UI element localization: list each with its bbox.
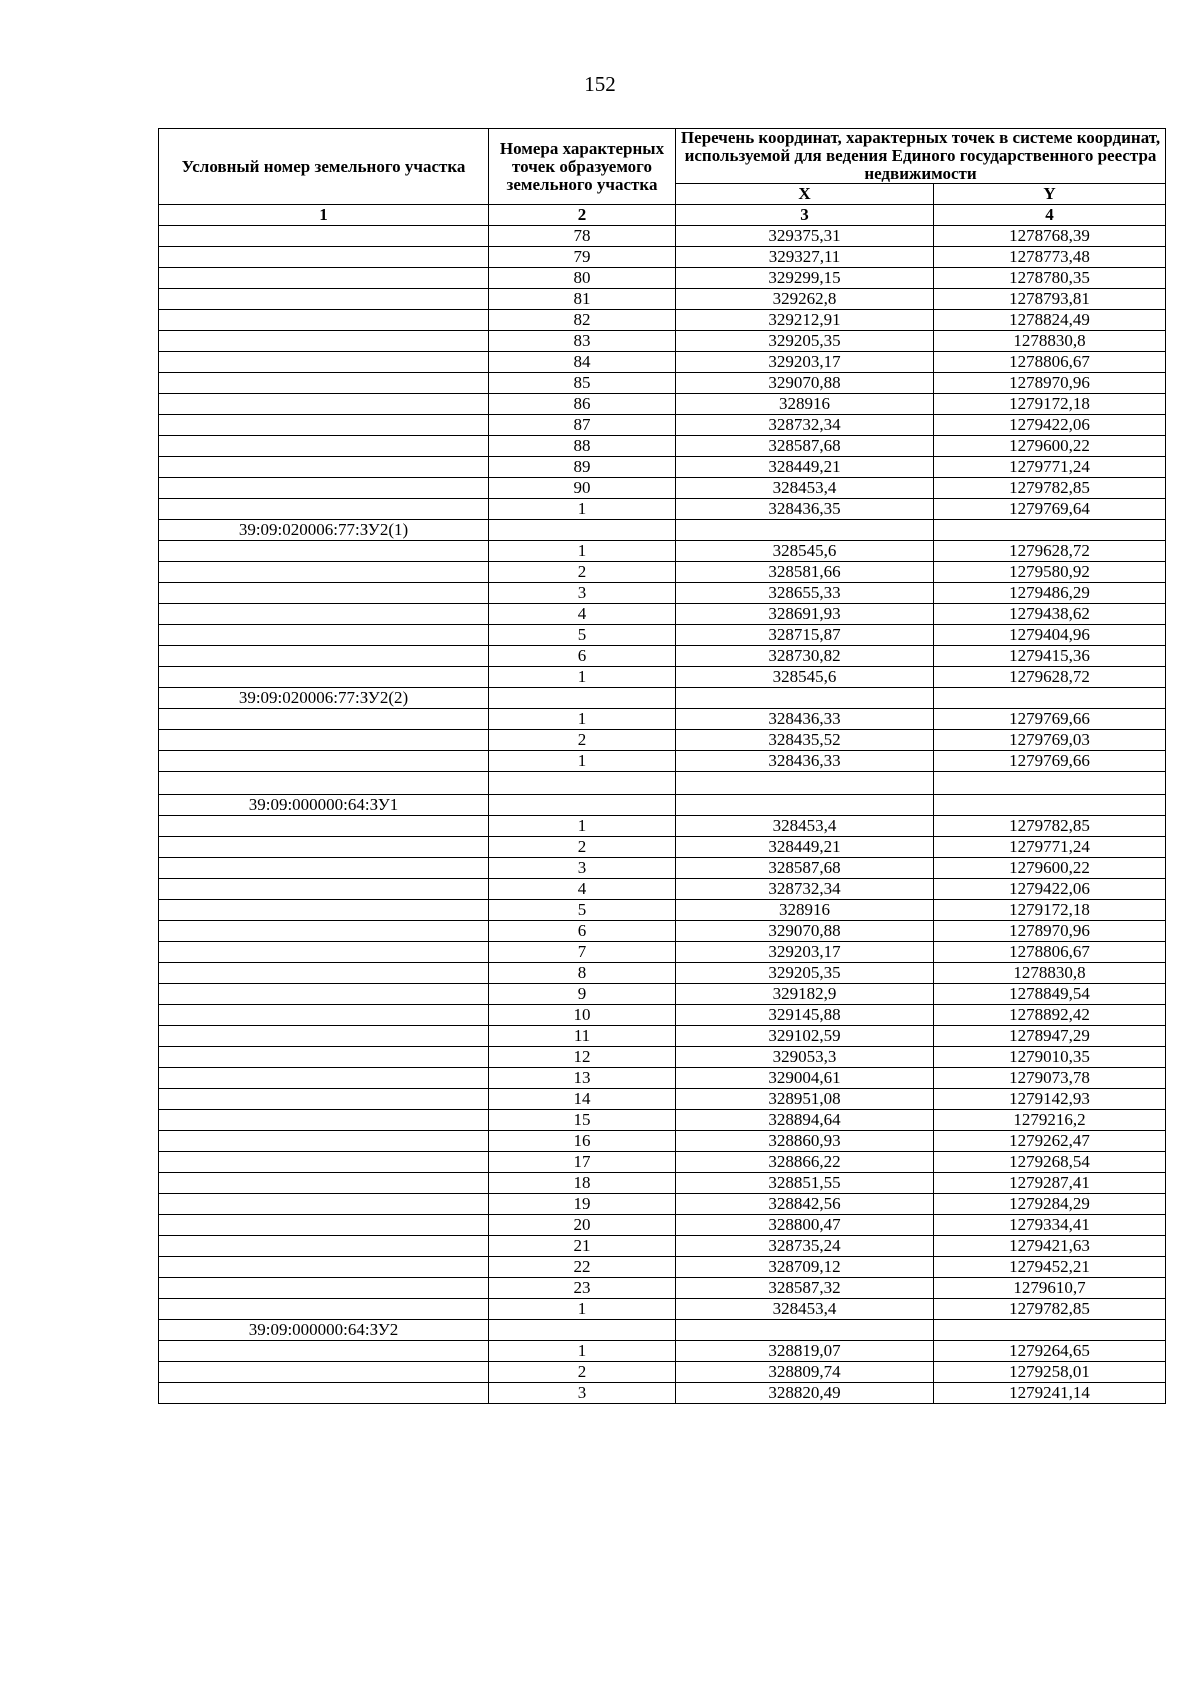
table-row <box>159 289 1166 310</box>
table-row <box>159 900 1166 921</box>
point-number-cell: 7 <box>489 942 676 963</box>
parcel-number-cell <box>159 541 489 562</box>
y-coordinate-cell <box>934 772 1166 795</box>
table-header <box>159 129 1166 226</box>
x-coordinate-cell: 328715,87 <box>676 625 934 646</box>
y-coordinate-cell: 1279284,29 <box>934 1194 1166 1215</box>
y-coordinate-cell: 1279769,66 <box>934 751 1166 772</box>
parcel-number-cell <box>159 1110 489 1131</box>
x-coordinate-cell: 328449,21 <box>676 837 934 858</box>
table-row <box>159 604 1166 625</box>
x-coordinate-cell: 329182,9 <box>676 984 934 1005</box>
parcel-number-cell: 39:09:000000:64:ЗУ1 <box>159 795 489 816</box>
x-coordinate-cell: 328436,35 <box>676 499 934 520</box>
parcel-number-cell: 39:09:000000:64:ЗУ2 <box>159 1320 489 1341</box>
parcel-number-cell: 39:09:020006:77:ЗУ2(2) <box>159 688 489 709</box>
y-coordinate-cell: 1279422,06 <box>934 879 1166 900</box>
parcel-number-cell: 39:09:020006:77:ЗУ2(1) <box>159 520 489 541</box>
x-coordinate-cell: 329053,3 <box>676 1047 934 1068</box>
point-number-cell: 8 <box>489 963 676 984</box>
table-body <box>159 226 1166 1404</box>
point-number-cell: 79 <box>489 247 676 268</box>
point-number-cell: 12 <box>489 1047 676 1068</box>
y-coordinate-cell: 1279010,35 <box>934 1047 1166 1068</box>
parcel-number-cell <box>159 879 489 900</box>
x-coordinate-cell: 329004,61 <box>676 1068 934 1089</box>
parcel-number-cell <box>159 1005 489 1026</box>
y-coordinate-cell: 1278970,96 <box>934 921 1166 942</box>
x-coordinate-cell <box>676 688 934 709</box>
parcel-number-cell <box>159 1047 489 1068</box>
table-row <box>159 247 1166 268</box>
header-parcel-number: Условный номер земельного участка <box>159 129 489 205</box>
table-row <box>159 394 1166 415</box>
y-coordinate-cell: 1279172,18 <box>934 394 1166 415</box>
x-coordinate-cell: 328951,08 <box>676 1089 934 1110</box>
table-row <box>159 499 1166 520</box>
y-coordinate-cell: 1278830,8 <box>934 963 1166 984</box>
point-number-cell: 90 <box>489 478 676 499</box>
y-coordinate-cell: 1279216,2 <box>934 1110 1166 1131</box>
y-coordinate-cell: 1279782,85 <box>934 816 1166 837</box>
x-coordinate-cell: 328587,68 <box>676 858 934 879</box>
y-coordinate-cell <box>934 1320 1166 1341</box>
x-coordinate-cell: 328655,33 <box>676 583 934 604</box>
parcel-number-cell <box>159 1131 489 1152</box>
x-coordinate-cell: 329205,35 <box>676 331 934 352</box>
parcel-number-cell <box>159 268 489 289</box>
y-coordinate-cell: 1279268,54 <box>934 1152 1166 1173</box>
parcel-number-cell <box>159 667 489 688</box>
y-coordinate-cell: 1279264,65 <box>934 1341 1166 1362</box>
y-coordinate-cell: 1279628,72 <box>934 667 1166 688</box>
x-coordinate-cell: 329070,88 <box>676 373 934 394</box>
point-number-cell: 86 <box>489 394 676 415</box>
y-coordinate-cell: 1279241,14 <box>934 1383 1166 1404</box>
parcel-number-cell <box>159 436 489 457</box>
table-row <box>159 1278 1166 1299</box>
table-row <box>159 1068 1166 1089</box>
point-number-cell: 22 <box>489 1257 676 1278</box>
table-row <box>159 709 1166 730</box>
table-row <box>159 226 1166 247</box>
x-coordinate-cell: 328916 <box>676 900 934 921</box>
parcel-number-cell <box>159 1152 489 1173</box>
y-coordinate-cell: 1279334,41 <box>934 1215 1166 1236</box>
table-row <box>159 1341 1166 1362</box>
header-coordinates-list: Перечень координат, характерных точек в системе координат, используемой для ведения Единого государственного реестра недвижимости <box>676 129 1166 184</box>
y-coordinate-cell: 1279438,62 <box>934 604 1166 625</box>
table-row <box>159 310 1166 331</box>
parcel-number-cell <box>159 1257 489 1278</box>
y-coordinate-cell: 1278849,54 <box>934 984 1166 1005</box>
y-coordinate-cell: 1279258,01 <box>934 1362 1166 1383</box>
table-row <box>159 1110 1166 1131</box>
header-num-4: 4 <box>934 205 1166 226</box>
point-number-cell: 2 <box>489 730 676 751</box>
point-number-cell: 14 <box>489 1089 676 1110</box>
point-number-cell: 1 <box>489 1299 676 1320</box>
x-coordinate-cell: 328894,64 <box>676 1110 934 1131</box>
point-number-cell <box>489 520 676 541</box>
parcel-number-cell <box>159 499 489 520</box>
point-number-cell: 1 <box>489 751 676 772</box>
parcel-row <box>159 688 1166 709</box>
point-number-cell <box>489 688 676 709</box>
x-coordinate-cell: 328691,93 <box>676 604 934 625</box>
x-coordinate-cell: 329205,35 <box>676 963 934 984</box>
parcel-number-cell <box>159 247 489 268</box>
table-row <box>159 1026 1166 1047</box>
parcel-number-cell <box>159 772 489 795</box>
point-number-cell: 1 <box>489 541 676 562</box>
point-number-cell: 1 <box>489 667 676 688</box>
point-number-cell: 18 <box>489 1173 676 1194</box>
parcel-row <box>159 795 1166 816</box>
point-number-cell: 81 <box>489 289 676 310</box>
point-number-cell <box>489 795 676 816</box>
parcel-number-cell <box>159 1362 489 1383</box>
point-number-cell: 84 <box>489 352 676 373</box>
y-coordinate-cell: 1279073,78 <box>934 1068 1166 1089</box>
parcel-number-cell <box>159 1299 489 1320</box>
table-row <box>159 268 1166 289</box>
y-coordinate-cell <box>934 795 1166 816</box>
parcel-number-cell <box>159 457 489 478</box>
parcel-row <box>159 1320 1166 1341</box>
point-number-cell: 4 <box>489 879 676 900</box>
table-row <box>159 837 1166 858</box>
table-row <box>159 1005 1166 1026</box>
parcel-number-cell <box>159 1194 489 1215</box>
point-number-cell <box>489 1320 676 1341</box>
x-coordinate-cell: 328453,4 <box>676 1299 934 1320</box>
x-coordinate-cell: 329070,88 <box>676 921 934 942</box>
parcel-number-cell <box>159 921 489 942</box>
y-coordinate-cell: 1279262,47 <box>934 1131 1166 1152</box>
parcel-number-cell <box>159 289 489 310</box>
table-row <box>159 541 1166 562</box>
x-coordinate-cell <box>676 520 934 541</box>
x-coordinate-cell: 328587,68 <box>676 436 934 457</box>
point-number-cell: 2 <box>489 562 676 583</box>
table-row <box>159 562 1166 583</box>
table-row <box>159 1299 1166 1320</box>
y-coordinate-cell: 1278824,49 <box>934 310 1166 331</box>
x-coordinate-cell: 328732,34 <box>676 879 934 900</box>
point-number-cell: 19 <box>489 1194 676 1215</box>
point-number-cell <box>489 772 676 795</box>
point-number-cell: 1 <box>489 499 676 520</box>
y-coordinate-cell: 1278773,48 <box>934 247 1166 268</box>
x-coordinate-cell: 329299,15 <box>676 268 934 289</box>
header-y: Y <box>934 184 1166 205</box>
y-coordinate-cell: 1278970,96 <box>934 373 1166 394</box>
y-coordinate-cell: 1279422,06 <box>934 415 1166 436</box>
point-number-cell: 3 <box>489 583 676 604</box>
y-coordinate-cell: 1278947,29 <box>934 1026 1166 1047</box>
x-coordinate-cell: 328436,33 <box>676 751 934 772</box>
parcel-number-cell <box>159 1089 489 1110</box>
point-number-cell: 5 <box>489 625 676 646</box>
table-row <box>159 331 1166 352</box>
parcel-number-cell <box>159 1068 489 1089</box>
parcel-number-cell <box>159 562 489 583</box>
y-coordinate-cell: 1279600,22 <box>934 858 1166 879</box>
y-coordinate-cell: 1278830,8 <box>934 331 1166 352</box>
parcel-number-cell <box>159 984 489 1005</box>
x-coordinate-cell: 328545,6 <box>676 541 934 562</box>
x-coordinate-cell: 328587,32 <box>676 1278 934 1299</box>
parcel-number-cell <box>159 816 489 837</box>
table-row <box>159 1131 1166 1152</box>
parcel-number-cell <box>159 1383 489 1404</box>
y-coordinate-cell <box>934 520 1166 541</box>
x-coordinate-cell: 328709,12 <box>676 1257 934 1278</box>
parcel-number-cell <box>159 837 489 858</box>
parcel-number-cell <box>159 226 489 247</box>
table-row <box>159 730 1166 751</box>
table-row <box>159 963 1166 984</box>
x-coordinate-cell <box>676 1320 934 1341</box>
table-row <box>159 1236 1166 1257</box>
y-coordinate-cell: 1278780,35 <box>934 268 1166 289</box>
x-coordinate-cell: 328866,22 <box>676 1152 934 1173</box>
y-coordinate-cell: 1279782,85 <box>934 478 1166 499</box>
y-coordinate-cell: 1279610,7 <box>934 1278 1166 1299</box>
parcel-number-cell <box>159 646 489 667</box>
table-row <box>159 921 1166 942</box>
table-row <box>159 942 1166 963</box>
parcel-number-cell <box>159 751 489 772</box>
parcel-number-cell <box>159 331 489 352</box>
y-coordinate-cell: 1279404,96 <box>934 625 1166 646</box>
y-coordinate-cell: 1279415,36 <box>934 646 1166 667</box>
point-number-cell: 1 <box>489 1341 676 1362</box>
parcel-number-cell <box>159 1215 489 1236</box>
table-row <box>159 478 1166 499</box>
point-number-cell: 80 <box>489 268 676 289</box>
parcel-number-cell <box>159 583 489 604</box>
table-row <box>159 436 1166 457</box>
table-row <box>159 751 1166 772</box>
x-coordinate-cell: 328449,21 <box>676 457 934 478</box>
y-coordinate-cell: 1279769,64 <box>934 499 1166 520</box>
point-number-cell: 3 <box>489 1383 676 1404</box>
y-coordinate-cell: 1278806,67 <box>934 352 1166 373</box>
y-coordinate-cell: 1278793,81 <box>934 289 1166 310</box>
parcel-number-cell <box>159 1236 489 1257</box>
parcel-number-cell <box>159 858 489 879</box>
table-row <box>159 1047 1166 1068</box>
point-number-cell: 6 <box>489 921 676 942</box>
y-coordinate-cell: 1279782,85 <box>934 1299 1166 1320</box>
table-row <box>159 1362 1166 1383</box>
table-row <box>159 1257 1166 1278</box>
parcel-number-cell <box>159 625 489 646</box>
point-number-cell: 1 <box>489 816 676 837</box>
point-number-cell: 85 <box>489 373 676 394</box>
table-row <box>159 415 1166 436</box>
parcel-number-cell <box>159 730 489 751</box>
parcel-number-cell <box>159 1026 489 1047</box>
table-row <box>159 457 1166 478</box>
point-number-cell: 82 <box>489 310 676 331</box>
point-number-cell: 6 <box>489 646 676 667</box>
point-number-cell: 4 <box>489 604 676 625</box>
y-coordinate-cell: 1279287,41 <box>934 1173 1166 1194</box>
table-row <box>159 1173 1166 1194</box>
parcel-number-cell <box>159 352 489 373</box>
point-number-cell: 17 <box>489 1152 676 1173</box>
point-number-cell: 5 <box>489 900 676 921</box>
y-coordinate-cell: 1279142,93 <box>934 1089 1166 1110</box>
table-row <box>159 646 1166 667</box>
x-coordinate-cell: 328453,4 <box>676 478 934 499</box>
x-coordinate-cell: 328819,07 <box>676 1341 934 1362</box>
x-coordinate-cell: 328735,24 <box>676 1236 934 1257</box>
table-row <box>159 583 1166 604</box>
table-row <box>159 879 1166 900</box>
table-row <box>159 858 1166 879</box>
point-number-cell: 16 <box>489 1131 676 1152</box>
table-row <box>159 1383 1166 1404</box>
parcel-number-cell <box>159 1278 489 1299</box>
parcel-number-cell <box>159 604 489 625</box>
y-coordinate-cell: 1279421,63 <box>934 1236 1166 1257</box>
x-coordinate-cell: 328916 <box>676 394 934 415</box>
y-coordinate-cell: 1279771,24 <box>934 457 1166 478</box>
table-row <box>159 373 1166 394</box>
y-coordinate-cell: 1279769,03 <box>934 730 1166 751</box>
table-row <box>159 1089 1166 1110</box>
x-coordinate-cell: 329212,91 <box>676 310 934 331</box>
point-number-cell: 1 <box>489 709 676 730</box>
x-coordinate-cell: 328809,74 <box>676 1362 934 1383</box>
x-coordinate-cell: 328730,82 <box>676 646 934 667</box>
y-coordinate-cell: 1279769,66 <box>934 709 1166 730</box>
point-number-cell: 2 <box>489 837 676 858</box>
table-row <box>159 1194 1166 1215</box>
point-number-cell: 9 <box>489 984 676 1005</box>
y-coordinate-cell: 1278768,39 <box>934 226 1166 247</box>
point-number-cell: 23 <box>489 1278 676 1299</box>
point-number-cell: 20 <box>489 1215 676 1236</box>
parcel-number-cell <box>159 709 489 730</box>
table-row <box>159 352 1166 373</box>
point-number-cell: 11 <box>489 1026 676 1047</box>
header-x: X <box>676 184 934 205</box>
x-coordinate-cell: 328851,55 <box>676 1173 934 1194</box>
table-row <box>159 667 1166 688</box>
parcel-number-cell <box>159 942 489 963</box>
coordinates-table <box>158 128 1166 1404</box>
x-coordinate-cell <box>676 772 934 795</box>
header-num-3: 3 <box>676 205 934 226</box>
table-row <box>159 1215 1166 1236</box>
table-row <box>159 984 1166 1005</box>
parcel-number-cell <box>159 963 489 984</box>
page-number: 152 <box>584 72 616 96</box>
point-number-cell: 21 <box>489 1236 676 1257</box>
x-coordinate-cell: 328453,4 <box>676 816 934 837</box>
y-coordinate-cell: 1279172,18 <box>934 900 1166 921</box>
y-coordinate-cell: 1278806,67 <box>934 942 1166 963</box>
point-number-cell: 83 <box>489 331 676 352</box>
point-number-cell: 87 <box>489 415 676 436</box>
point-number-cell: 2 <box>489 1362 676 1383</box>
x-coordinate-cell: 328860,93 <box>676 1131 934 1152</box>
parcel-row <box>159 520 1166 541</box>
point-number-cell: 13 <box>489 1068 676 1089</box>
x-coordinate-cell <box>676 795 934 816</box>
y-coordinate-cell: 1279771,24 <box>934 837 1166 858</box>
x-coordinate-cell: 329203,17 <box>676 352 934 373</box>
x-coordinate-cell: 328820,49 <box>676 1383 934 1404</box>
x-coordinate-cell: 328800,47 <box>676 1215 934 1236</box>
header-num-1: 1 <box>159 205 489 226</box>
x-coordinate-cell: 329145,88 <box>676 1005 934 1026</box>
point-number-cell: 88 <box>489 436 676 457</box>
x-coordinate-cell: 328436,33 <box>676 709 934 730</box>
header-num-2: 2 <box>489 205 676 226</box>
point-number-cell: 78 <box>489 226 676 247</box>
parcel-number-cell <box>159 415 489 436</box>
x-coordinate-cell: 328435,52 <box>676 730 934 751</box>
x-coordinate-cell: 329327,11 <box>676 247 934 268</box>
y-coordinate-cell: 1279628,72 <box>934 541 1166 562</box>
table-row <box>159 772 1166 795</box>
x-coordinate-cell: 329203,17 <box>676 942 934 963</box>
x-coordinate-cell: 328842,56 <box>676 1194 934 1215</box>
parcel-number-cell <box>159 373 489 394</box>
parcel-number-cell <box>159 310 489 331</box>
y-coordinate-cell: 1278892,42 <box>934 1005 1166 1026</box>
parcel-number-cell <box>159 900 489 921</box>
parcel-number-cell <box>159 394 489 415</box>
header-point-numbers: Номера характерных точек образуемого земельного участка <box>489 129 676 205</box>
x-coordinate-cell: 328581,66 <box>676 562 934 583</box>
parcel-number-cell <box>159 1341 489 1362</box>
parcel-number-cell <box>159 478 489 499</box>
table-row <box>159 625 1166 646</box>
point-number-cell: 15 <box>489 1110 676 1131</box>
x-coordinate-cell: 329102,59 <box>676 1026 934 1047</box>
table-row <box>159 1152 1166 1173</box>
x-coordinate-cell: 329262,8 <box>676 289 934 310</box>
point-number-cell: 89 <box>489 457 676 478</box>
parcel-number-cell <box>159 1173 489 1194</box>
x-coordinate-cell: 328732,34 <box>676 415 934 436</box>
y-coordinate-cell: 1279486,29 <box>934 583 1166 604</box>
point-number-cell: 10 <box>489 1005 676 1026</box>
y-coordinate-cell <box>934 688 1166 709</box>
y-coordinate-cell: 1279580,92 <box>934 562 1166 583</box>
y-coordinate-cell: 1279600,22 <box>934 436 1166 457</box>
point-number-cell: 3 <box>489 858 676 879</box>
x-coordinate-cell: 329375,31 <box>676 226 934 247</box>
y-coordinate-cell: 1279452,21 <box>934 1257 1166 1278</box>
table-row <box>159 816 1166 837</box>
x-coordinate-cell: 328545,6 <box>676 667 934 688</box>
